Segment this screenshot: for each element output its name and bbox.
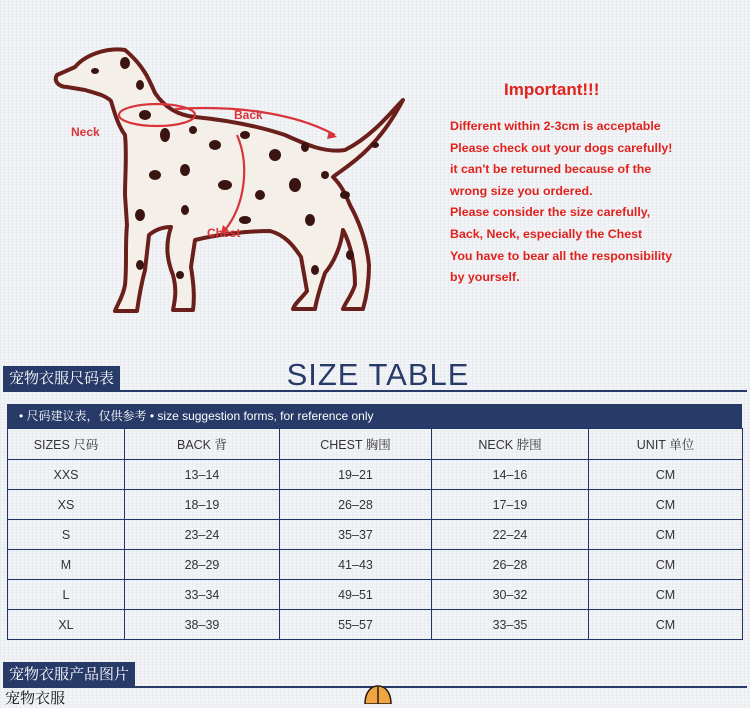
cell-unit: CM <box>589 490 743 520</box>
cell-unit: CM <box>589 520 743 550</box>
size-table-caption: • 尺码建议表，仅供参考 • size suggestion forms, for reference only <box>7 404 742 428</box>
table-row <box>8 520 743 550</box>
cell-size: XL <box>8 610 125 640</box>
size-section-tag: 宠物衣服尺码表 <box>3 366 120 390</box>
neck-label: Neck <box>71 125 100 139</box>
notice-line: Back, Neck, especially the Chest <box>450 226 643 241</box>
size-table-title: SIZE TABLE <box>286 357 470 392</box>
cell-neck: 33–35 <box>432 610 589 640</box>
dog-measurement-diagram <box>45 35 425 325</box>
table-row <box>8 610 743 640</box>
cell-unit: CM <box>589 580 743 610</box>
cell-back: 38–39 <box>125 610 280 640</box>
cell-neck: 30–32 <box>432 580 589 610</box>
cell-size: S <box>8 520 125 550</box>
cell-chest: 49–51 <box>280 580 432 610</box>
photos-section-tag: 宠物衣服产品图片 <box>3 662 135 686</box>
cell-back: 28–29 <box>125 550 280 580</box>
size-table <box>7 404 742 640</box>
cell-back: 13–14 <box>125 460 280 490</box>
cell-chest: 26–28 <box>280 490 432 520</box>
cell-chest: 55–57 <box>280 610 432 640</box>
cell-unit: CM <box>589 460 743 490</box>
notice-line: wrong size you ordered. <box>450 183 593 198</box>
cell-unit: CM <box>589 610 743 640</box>
cell-neck: 22–24 <box>432 520 589 550</box>
header-chest: CHEST 胸围 <box>280 429 432 460</box>
dog-silhouette <box>56 49 403 311</box>
notice-line: You have to bear all the responsibility <box>450 248 673 263</box>
cell-size: L <box>8 580 125 610</box>
cell-unit: CM <box>589 550 743 580</box>
cell-neck: 26–28 <box>432 550 589 580</box>
category-label: 宠物衣服 <box>5 689 66 707</box>
notice-title: Important!!! <box>504 80 600 99</box>
notice-line: Different within 2-3cm is acceptable <box>450 119 661 133</box>
cell-neck: 17–19 <box>432 490 589 520</box>
cell-size: XXS <box>8 460 125 490</box>
table-row <box>8 490 743 520</box>
cell-back: 23–24 <box>125 520 280 550</box>
notice-line: it can't be returned because of the <box>450 162 652 177</box>
chest-label: Chest <box>207 226 241 240</box>
back-label: Back <box>234 108 263 122</box>
table-row <box>8 550 743 580</box>
cell-size: XS <box>8 490 125 520</box>
cell-back: 18–19 <box>125 490 280 520</box>
cell-neck: 14–16 <box>432 460 589 490</box>
cell-chest: 35–37 <box>280 520 432 550</box>
header-unit: UNIT 单位 <box>589 429 743 460</box>
table-row <box>8 460 743 490</box>
notice-line: Please consider the size carefully, <box>450 205 651 220</box>
notice-line: by yourself. <box>450 270 520 285</box>
table-row <box>8 580 743 610</box>
cell-back: 33–34 <box>125 580 280 610</box>
notice-line: Please check out your dogs carefully! <box>450 140 673 155</box>
header-sizes: SIZES 尺码 <box>8 429 125 460</box>
table-header-row <box>8 429 743 460</box>
header-neck: NECK 脖围 <box>432 429 589 460</box>
product-icon <box>363 684 393 704</box>
header-back: BACK 背 <box>125 429 280 460</box>
size-notice <box>450 80 740 289</box>
cell-chest: 19–21 <box>280 460 432 490</box>
cell-size: M <box>8 550 125 580</box>
cell-chest: 41–43 <box>280 550 432 580</box>
